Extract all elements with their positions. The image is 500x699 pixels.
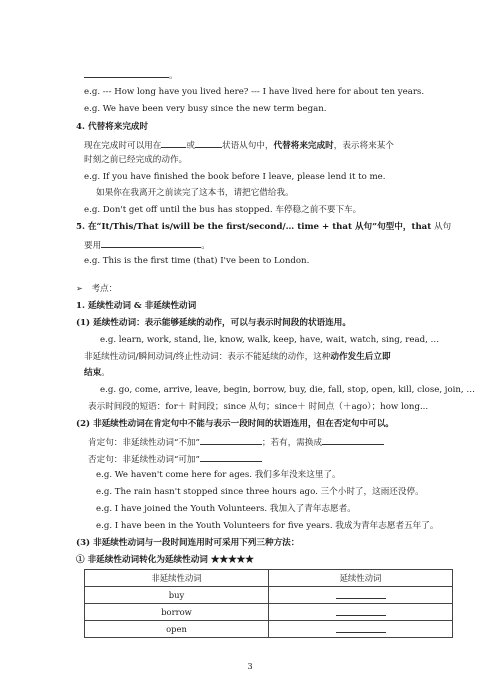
fill-blank: [336, 623, 386, 633]
continuous-verbs-example: e.g. learn, work, stand, lie, know, walk, keep, have, wait, watch, sing, read, …: [100, 335, 440, 345]
fill-blank: [195, 138, 222, 148]
fill-blank: [336, 606, 386, 616]
example-bus: e.g. Don't get off until the bus has stopped. 车停稳之前不要下车。: [84, 205, 362, 215]
table-row: [85, 621, 453, 638]
fill-blank: [161, 138, 186, 148]
example-how-long: e.g. --- How long have you lived here? --- I have lived here for about ten years.: [84, 87, 425, 97]
heading-5: 5. 在“It/This/That is/will be the first/second/… time + that 从句”句型中，that 从句: [76, 222, 452, 232]
fill-blank: [200, 435, 262, 445]
fill-blank: [84, 68, 169, 78]
table-cell: buy: [85, 587, 269, 604]
page-number: 3: [247, 662, 253, 671]
h4-body-line1: 现在完成时可以用在 或 状语从句中，代替将来完成时，表示将来某个: [84, 138, 394, 152]
arrow-bullet-icon: ➢: [76, 284, 83, 293]
verb-conversion-table: [84, 569, 453, 638]
example-rain: e.g. The rain hasn't stopped since three hours ago. 三个小时了，这雨还没停。: [96, 487, 424, 497]
section-1-3: (3) 非延续性动词与一段时间连用时可采用下列三种方法：: [76, 538, 300, 548]
section-1-2: (2) 非延续性动词在肯定句中不能与表示一段时间的状语连用，但在否定句中可以。: [76, 419, 394, 429]
table-cell: [269, 587, 453, 604]
example-joined: e.g. I have joined the Youth Volunteers. 我加入了青年志愿者。: [96, 504, 356, 514]
table-row: [85, 604, 453, 621]
section-1-1: (1) 延续性动词：表示能够延续的动作，可以与表示时间段的状语连用。: [76, 318, 351, 328]
h4-body-line2: 时刻之前已经完成的动作。: [84, 155, 188, 165]
h5-line2: 要用 。: [84, 238, 210, 252]
table-row: [85, 587, 453, 604]
fill-blank: [200, 452, 262, 462]
table-cell: open: [85, 621, 269, 638]
time-phrases: 表示时间段的短语：for＋ 时间段；since 从句；since＋ 时间点（＋ago）；how long...: [88, 402, 429, 412]
table-header-row: [85, 570, 453, 587]
kaodian-heading: ➢ 考点：: [76, 284, 118, 294]
table-header-cell: 延续性动词: [269, 570, 453, 587]
non-continuous-example: e.g. go, come, arrive, leave, begin, borrow, buy, die, fall, stop, open, kill, close, join, …: [100, 385, 475, 395]
table-cell: [269, 604, 453, 621]
example-first-time: e.g. This is the first time (that) I've been to London.: [84, 256, 310, 266]
non-continuous-definition-2: 结束。: [84, 368, 110, 378]
example-ages: e.g. We haven't come here for ages. 我们多年没来这里了。: [96, 470, 341, 480]
non-continuous-definition: 非延续性动词/瞬间动词/终止性动词：表示不能延续的动作，这种动作发生后立即: [84, 352, 391, 362]
fill-blank: [101, 238, 201, 248]
fill-blank: [322, 435, 384, 445]
example-finished-cn: 如果你在我离开之前读完了这本书，请把它借给我。: [96, 188, 294, 198]
method-1-heading: ① 非延续性动词转化为延续性动词 ★★★★★: [76, 555, 254, 565]
line-top-tail: 。: [84, 68, 178, 82]
affirmative-rule: 肯定句：非延续性动词“不加” ；若有，需换成: [88, 435, 384, 449]
example-busy: e.g. We have been very busy since the new term began.: [84, 104, 327, 114]
fill-blank: [336, 589, 386, 599]
table-cell: [269, 621, 453, 638]
section-1-heading: 1. 延续性动词 & 非延续性动词: [76, 301, 197, 311]
heading-4: 4. 代替将来完成时: [76, 122, 149, 132]
table-header-cell: 非延续性动词: [85, 570, 269, 587]
example-finished: e.g. If you have finished the book before I leave, please lend it to me.: [84, 172, 386, 182]
negative-rule: 否定句：非延续性动词“可加”: [88, 452, 262, 466]
example-been-in: e.g. I have been in the Youth Volunteers for five years. 我成为青年志愿者五年了。: [96, 521, 439, 531]
table-cell: borrow: [85, 604, 269, 621]
